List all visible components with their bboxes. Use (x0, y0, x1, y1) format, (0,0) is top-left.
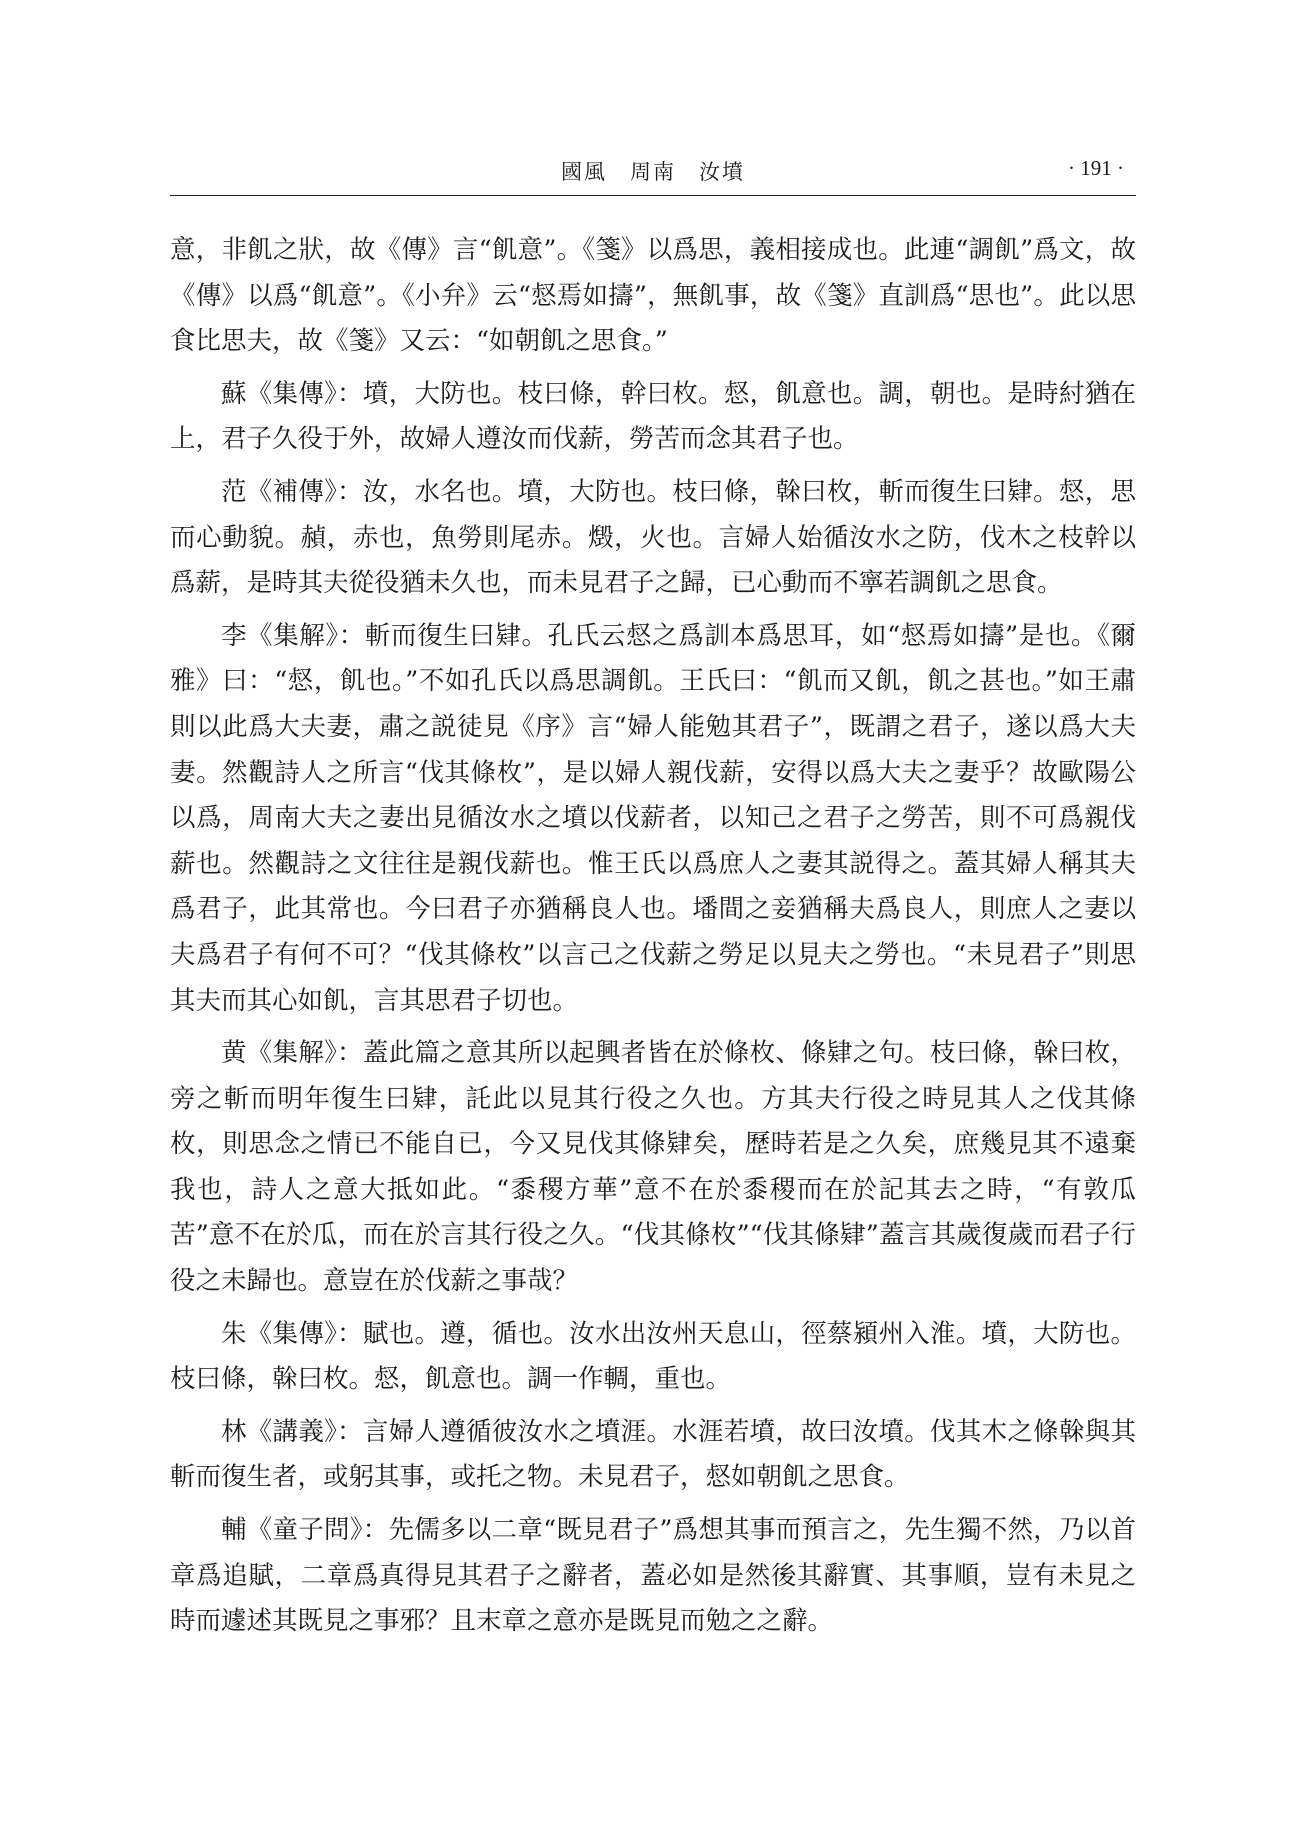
paragraph: 輔《童子問》：先儒多以二章“既見君子”爲想其事而預言之，先生獨不然，乃以首章爲追賦，二章爲真得見其君子之辭者，蓋必如是然後其辭實、其事順，豈有未見之時而遽述其既見之事邪？且末章之意亦是既見而勉之之辭。 (170, 1515, 1136, 1637)
running-title: 國風 周南 汝墳 (561, 160, 745, 184)
body-text (170, 228, 1136, 1652)
page-number: · 191 · (1068, 156, 1124, 180)
paragraph: 朱《集傳》：賦也。遵，循也。汝水出汝州天息山，徑蔡潁州入淮。墳，大防也。枝曰條，榦曰枚。惄，飢意也。調一作輖，重也。 (170, 1318, 1136, 1395)
paragraph: 李《集解》：斬而復生曰肄。孔氏云惄之爲訓本爲思耳，如“惄焉如擣”是也。《爾雅》曰：“惄，飢也。”不如孔氏以爲思調飢。王氏曰：“飢而又飢，飢之甚也。”如王肅則以此爲大夫妻，肅之説徒見《序》言“婦人能勉其君子”，既謂之君子，遂以爲大夫妻。然觀詩人之所言“伐其條枚”，是以婦人親伐薪，安得以爲大夫之妻乎？故歐陽公以爲，周南大夫之妻出見循汝水之墳以伐薪者，以知己之君子之勞苦，則不可爲親伐薪也。然觀詩之文往往是親伐薪也。惟王氏以爲庶人之妻其説得之。蓋其婦人稱其夫爲君子，此其常也。今曰君子亦猶稱良人也。墦間之妾猶稱夫爲良人，則庶人之妻以夫爲君子有何不可？“伐其條枚”以言己之伐薪之勞足以見夫之勞也。“未見君子”則思其夫而其心如飢，言其思君子切也。 (170, 620, 1136, 1016)
paragraph: 范《補傳》：汝，水名也。墳，大防也。枝曰條，榦曰枚，斬而復生曰肄。惄，思而心動貌。赬，赤也，魚勞則尾赤。燬，火也。言婦人始循汝水之防，伐木之枝幹以爲薪，是時其夫從役猶未久也，而未見君子之歸，已心動而不寧若調飢之思食。 (170, 476, 1136, 599)
running-header (170, 156, 1136, 196)
paragraph: 林《講義》：言婦人遵循彼汝水之墳涯。水涯若墳，故曰汝墳。伐其木之條榦與其斬而復生者，或躬其事，或托之物。未見君子，惄如朝飢之思食。 (170, 1416, 1136, 1493)
header-rule (170, 195, 1136, 196)
paragraph: 蘇《集傳》：墳，大防也。枝曰條，幹曰枚。惄，飢意也。調，朝也。是時紂猶在上，君子久役于外，故婦人遵汝而伐薪，勞苦而念其君子也。 (170, 378, 1136, 455)
paragraph: 意，非飢之狀，故《傳》言“飢意”。《箋》以爲思，義相接成也。此連“調飢”爲文，故《傳》以爲“飢意”。《小弁》云“惄焉如擣”，無飢事，故《箋》直訓爲“思也”。此以思食比思夫，故《箋》又云：“如朝飢之思食。” (170, 235, 1136, 357)
paragraph: 黄《集解》：蓋此篇之意其所以起興者皆在於條枚、條肄之句。枝曰條，榦曰枚，旁之斬而明年復生曰肄，託此以見其行役之久也。方其夫行役之時見其人之伐其條枚，則思念之情已不能自已，今又見伐其條肄矣，歷時若是之久矣，庶幾見其不遠棄我也，詩人之意大抵如此。“黍稷方華”意不在於黍稷而在於記其去之時，“有敦瓜苦”意不在於瓜，而在於言其行役之久。“伐其條枚”“伐其條肄”蓋言其歲復歲而君子行役之未歸也。意豈在於伐薪之事哉？ (170, 1038, 1136, 1297)
